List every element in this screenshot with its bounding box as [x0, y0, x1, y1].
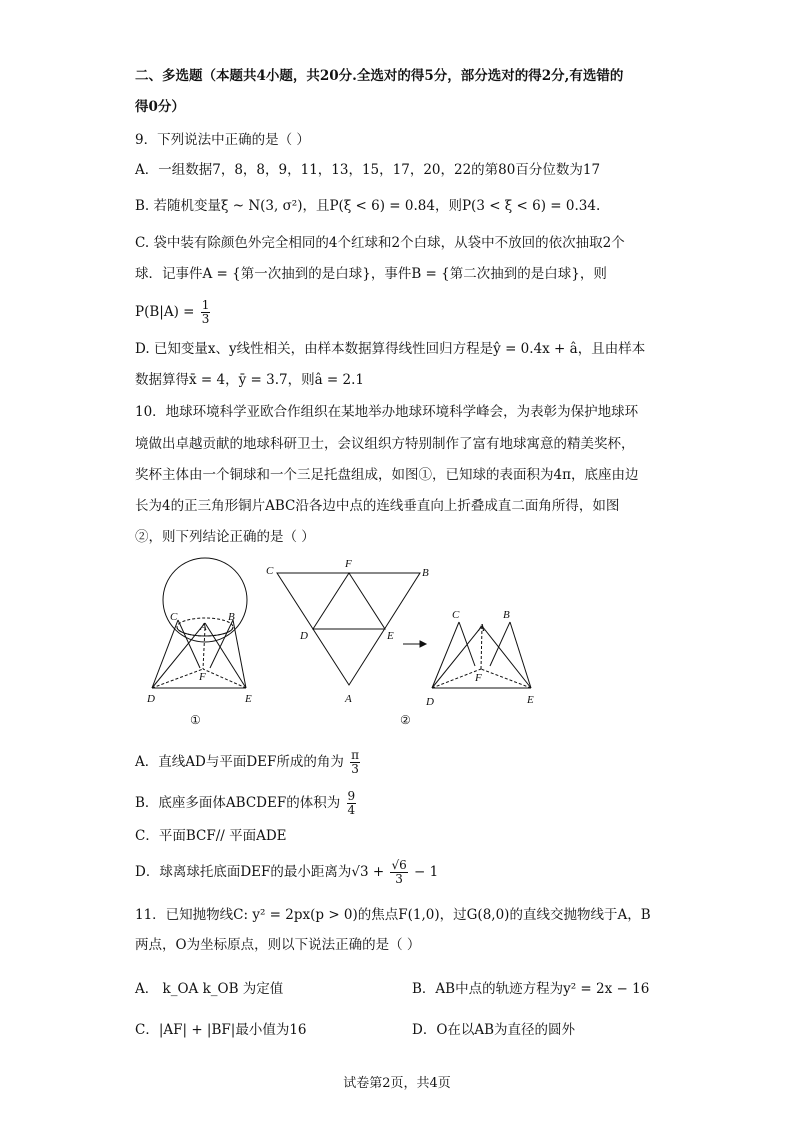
fraction-denominator: 3	[395, 872, 403, 886]
q10-option-c: C．平面BCF// 平面ADE	[135, 828, 287, 844]
q9-option-c-line1: C. 袋中装有除颜色外完全相同的4个红球和2个白球，从袋中不放回的依次抽取2个	[135, 235, 625, 251]
fraction-denominator: 4	[347, 803, 356, 817]
fig1-label-a: A	[200, 621, 207, 633]
q9-option-a: A．一组数据7，8，8，9，11，13，15，17，20，22的第80百分位数为17	[135, 162, 601, 178]
q11-option-b: B．AB中点的轨迹方程为y² = 2x − 16	[412, 981, 650, 997]
fig2b-label-d: D	[426, 696, 434, 708]
q9-option-c-line2: 球．记事件A = {第一次抽到的是白球}，事件B = {第二次抽到的是白球}，则	[135, 266, 607, 282]
q11-option-d: D．O在以AB为直径的圆外	[412, 1022, 576, 1038]
page-footer: 试卷第2页，共4页	[343, 1076, 451, 1091]
q9-c-prob-label: P(B|A) =	[135, 304, 195, 320]
q9-option-b: B. 若随机变量ξ ~ N(3, σ²)，且P(ξ < 6) = 0.84，则P(3 < ξ < 6) = 0.34.	[135, 198, 601, 214]
q10-b-text: B．底座多面体ABCDEF的体积为	[135, 795, 341, 811]
q10-b-fraction	[347, 790, 357, 817]
fraction-numerator: 1	[201, 298, 210, 312]
fraction-denominator: 3	[351, 762, 359, 776]
q10-option-a	[135, 745, 362, 779]
fig2b-label-a: A	[478, 622, 485, 634]
fig2-label-a: A	[345, 693, 352, 705]
fig2-label-c: C	[266, 565, 274, 577]
fig2-label-f: F	[345, 558, 352, 570]
q9-c-fraction	[201, 299, 211, 326]
q9-option-c-line3	[135, 296, 212, 328]
q10-option-d	[135, 855, 438, 889]
fig1-label-d: D	[147, 693, 155, 705]
q9-stem: 9．下列说法中正确的是（ ）	[135, 132, 310, 148]
figure-1-caption: ①	[190, 713, 201, 727]
fig2b-label-e: E	[527, 694, 534, 706]
q10-d-text: D．球离球托底面DEF的最小距离为√3 +	[135, 864, 385, 880]
q10-figures	[0, 548, 794, 738]
fraction-denominator: 3	[201, 312, 210, 326]
fraction-numerator: π	[351, 748, 360, 762]
q11-option-c: C．|AF| + |BF|最小值为16	[135, 1022, 307, 1038]
q9-option-d-line1: D. 已知变量x、y线性相关，由样本数据算得线性回归方程是ŷ = 0.4x + â，且由样本	[135, 341, 646, 357]
fraction-numerator: 9	[347, 789, 356, 803]
q10-d-fraction	[390, 859, 407, 886]
q10-stem-line4: 长为4的正三角形铜片ABC沿各边中点的连线垂直向上折叠成直二面角所得，如图	[135, 498, 620, 514]
arrow-icon	[403, 641, 426, 647]
q10-stem-line3: 奖杯主体由一个铜球和一个三足托盘组成，如图①，已知球的表面积为4π，底座由边	[135, 467, 639, 483]
q11-option-a: A． k_OA k_OB 为定值	[135, 981, 284, 997]
fig1-label-c: C	[170, 611, 178, 623]
q11-stem-line1: 11．已知抛物线C: y² = 2px(p > 0)的焦点F(1,0)，过G(8,0)的直线交抛物线于A，B	[135, 907, 651, 923]
q10-stem-line5: ②，则下列结论正确的是（ ）	[135, 529, 315, 545]
q10-option-b	[135, 786, 358, 820]
q10-stem-line2: 境做出卓越贡献的地球科研卫士，会议组织方特别制作了富有地球寓意的精美奖杯，	[135, 436, 635, 452]
fig2-label-e: E	[387, 630, 394, 642]
q10-a-text: A．直线AD与平面DEF所成的角为	[135, 754, 344, 770]
fig2-label-b: B	[422, 567, 429, 579]
q10-stem-line1: 10．地球环境科学亚欧合作组织在某地举办地球环境科学峰会，为表彰为保护地球环	[135, 404, 639, 420]
fig2b-label-b: B	[503, 609, 510, 621]
fraction-numerator: √6	[391, 858, 407, 872]
q9-option-d-line2: 数据算得x̄ = 4，ȳ = 3.7，则â = 2.1	[135, 372, 364, 388]
section-title-line2: 得0分）	[135, 99, 185, 115]
fig1-label-e: E	[245, 693, 252, 705]
q10-d-tail: − 1	[414, 864, 439, 880]
fig2-label-d: D	[300, 630, 308, 642]
fig1-label-f: F	[199, 671, 206, 683]
section-title-line1: 二、多选题（本题共4小题，共20分.全选对的得5分，部分选对的得2分,有选错的	[135, 68, 624, 84]
fig2b-label-c: C	[452, 609, 460, 621]
q11-stem-line2: 两点，O为坐标原点，则以下说法正确的是（ ）	[135, 937, 421, 953]
figure-2-flat-triangle	[277, 573, 420, 685]
fig1-label-b: B	[228, 611, 235, 623]
q10-a-fraction	[350, 749, 360, 776]
fig2b-label-f: F	[475, 672, 482, 684]
figure-2-caption: ②	[400, 713, 411, 727]
